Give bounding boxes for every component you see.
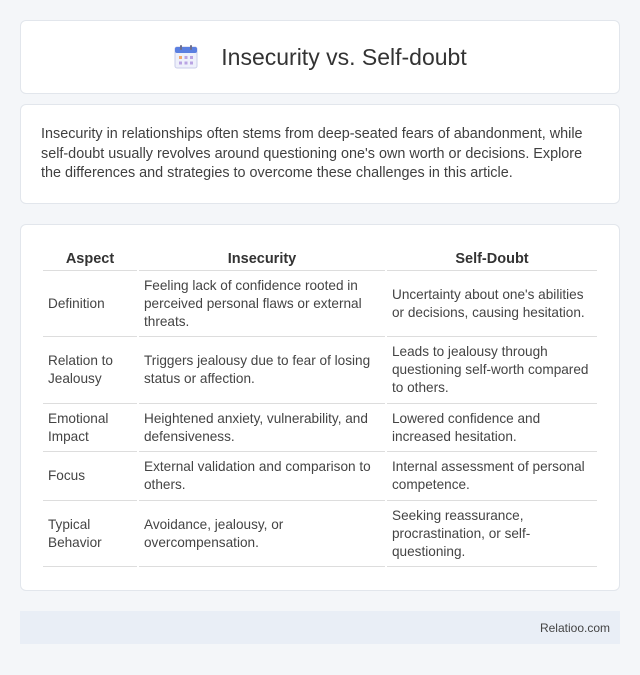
table-row	[43, 337, 597, 404]
cell-self-doubt: Internal assessment of personal competence.	[387, 452, 597, 501]
cell-self-doubt: Leads to jealousy through questioning self-worth compared to others.	[387, 337, 597, 404]
table-card	[20, 224, 620, 591]
page-title: Insecurity vs. Self-doubt	[221, 43, 467, 70]
cell-self-doubt: Uncertainty about one's abilities or decisions, causing hesitation.	[387, 271, 597, 337]
header	[173, 44, 466, 71]
table-row	[43, 271, 597, 337]
cell-insecurity: External validation and comparison to others.	[139, 452, 385, 501]
table-header-row	[43, 245, 597, 271]
header-aspect: Aspect	[43, 245, 137, 271]
table-row	[43, 404, 597, 452]
footer-site-link[interactable]: Relatioo.com	[539, 620, 610, 635]
header-insecurity: Insecurity	[139, 245, 385, 271]
cell-aspect: Typical Behavior	[43, 501, 137, 567]
cell-aspect: Focus	[43, 452, 137, 501]
cell-insecurity: Feeling lack of confidence rooted in perceived personal flaws or external threats.	[139, 271, 385, 337]
cell-self-doubt: Seeking reassurance, procrastination, or self-questioning.	[387, 501, 597, 567]
cell-aspect: Emotional Impact	[43, 404, 137, 452]
cell-aspect: Relation to Jealousy	[43, 337, 137, 404]
cell-insecurity: Avoidance, jealousy, or overcompensation.	[139, 501, 385, 567]
comparison-table	[41, 245, 599, 567]
intro-card	[20, 104, 620, 204]
intro-text: Insecurity in relationships often stems from deep-seated fears of abandonment, while self-doubt usually revolves around questioning one's own worth or decisions. Explore the differences and strategies to overcome these challenges in this article.	[41, 126, 583, 181]
cell-aspect: Definition	[43, 271, 137, 337]
header-self-doubt: Self-Doubt	[387, 245, 597, 271]
cell-self-doubt: Lowered confidence and increased hesitation.	[387, 404, 597, 452]
footer	[20, 611, 620, 644]
cell-insecurity: Triggers jealousy due to fear of losing status or affection.	[139, 337, 385, 404]
table-row	[43, 501, 597, 567]
cell-insecurity: Heightened anxiety, vulnerability, and defensiveness.	[139, 404, 385, 452]
header-card	[20, 20, 620, 94]
calendar-icon	[173, 44, 199, 70]
table-row	[43, 452, 597, 501]
